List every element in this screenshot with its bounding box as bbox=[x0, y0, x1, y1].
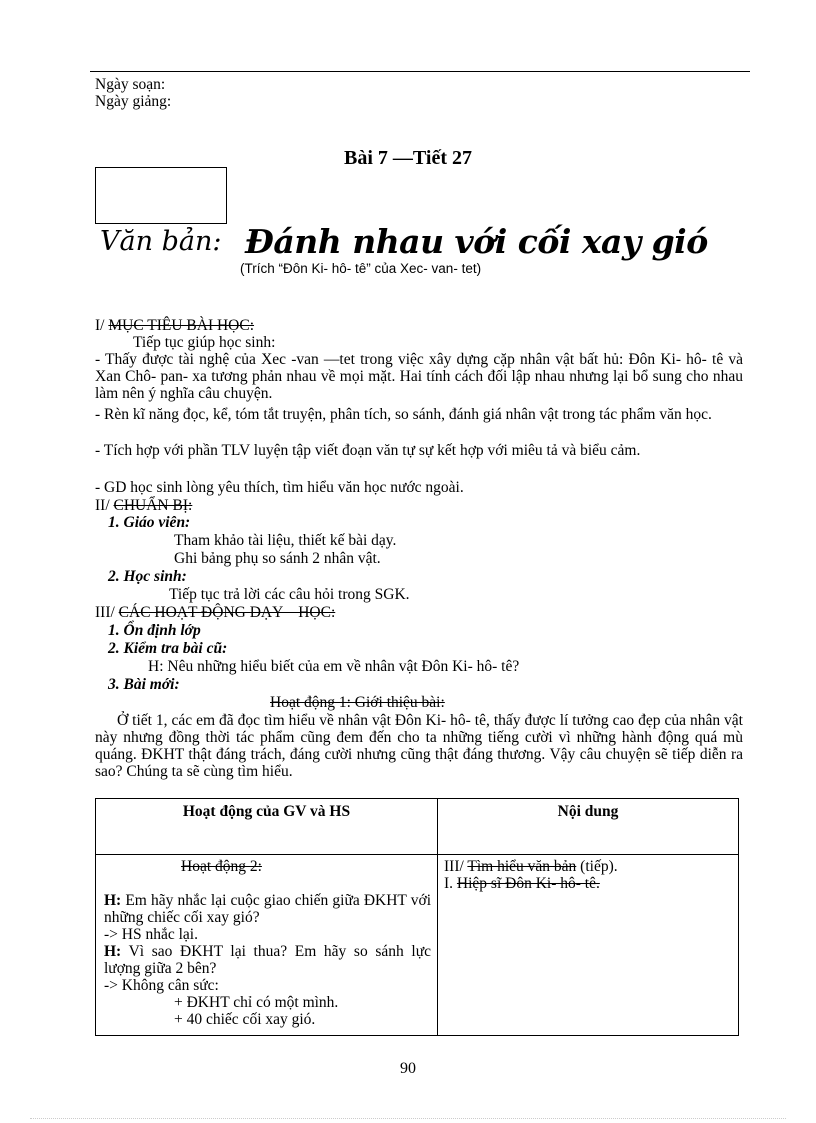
content-2-link: Hiệp sĩ Đôn Ki- hô- tê. bbox=[456, 875, 600, 892]
col2-header-text: Nội dung bbox=[557, 803, 619, 820]
title-source: (Trích “Đôn Ki- hô- tê” của Xec- van- tet) bbox=[240, 261, 482, 276]
hd2-title: Hoạt động 2: bbox=[181, 858, 262, 875]
answer-2-item-2: + 40 chiếc cối xay gió. bbox=[174, 1011, 316, 1028]
content-1-suffix: (tiếp). bbox=[576, 858, 618, 875]
content-2-prefix: I. bbox=[444, 875, 457, 892]
kiem-tra-label: 2. Kiểm tra bài cũ: bbox=[108, 640, 228, 657]
lesson-title: Bài 7 —Tiết 27 bbox=[344, 147, 472, 169]
ngay-giang: Ngày giảng: bbox=[95, 93, 172, 110]
header-rule bbox=[90, 71, 750, 72]
content-1-link: Tìm hiểu văn bản bbox=[467, 858, 577, 875]
table-row bbox=[96, 855, 739, 1036]
activity-cell bbox=[96, 855, 438, 1036]
section3-num: III/ bbox=[95, 604, 115, 621]
col1-header-text: Hoạt động của GV và HS bbox=[182, 803, 351, 820]
q1-text: Em hãy nhắc lại cuộc giao chiến giữa ĐKHT với những chiếc cối xay gió? bbox=[104, 892, 431, 926]
content-cell bbox=[438, 855, 739, 1036]
hs-label: 2. Học sinh: bbox=[108, 568, 187, 585]
col1-header bbox=[96, 799, 438, 855]
hd1-text: Ở tiết 1, các em đã đọc tìm hiểu về nhân vật Đôn Ki- hô- tê, thấy được lí tưởng cao đẹp của nhân vật này nhưng đồng thời tác phẩm cũng đem đến cho ta những tiếng cười vì những hành động quá mù quáng. ĐKHT thật đáng trách, đáng cười nhưng cũng thật đáng thương. Vậy câu chuyện sẽ tiếp diễn ra sao? Chúng ta sẽ cùng tìm hiểu. bbox=[95, 712, 743, 780]
section1-heading bbox=[95, 317, 743, 334]
section1-title: MỤC TIÊU BÀI HỌC: bbox=[108, 317, 255, 334]
answer-2: -> Không cân sức: bbox=[104, 977, 219, 994]
section1-intro: Tiếp tục giúp học sinh: bbox=[133, 334, 276, 351]
activity-table bbox=[95, 798, 739, 1036]
q2-label: H: bbox=[104, 943, 122, 960]
section1-item-2: - Rèn kĩ năng đọc, kể, tóm tắt truyện, phân tích, so sánh, đánh giá nhân vật trong tác phẩm văn học. bbox=[95, 406, 712, 423]
section3-title: CÁC HOẠT ĐỘNG DẠY HỌC: bbox=[118, 604, 336, 621]
page-number: 90 bbox=[400, 1060, 416, 1077]
blank-box bbox=[95, 167, 227, 224]
section2-heading bbox=[95, 497, 743, 514]
title-label: Văn bản: bbox=[100, 226, 222, 257]
question-1 bbox=[104, 892, 431, 926]
gv-label: 1. Giáo viên: bbox=[108, 514, 191, 531]
bai-moi-label: 3. Bài mới: bbox=[108, 676, 180, 693]
hd1-title: Hoạt động 1: Giới thiệu bài: bbox=[270, 694, 445, 711]
section1-num: I/ bbox=[95, 317, 105, 334]
content-line-1 bbox=[444, 858, 734, 875]
page-border bbox=[30, 1118, 786, 1119]
section1-item-3: - Tích hợp với phần TLV luyện tập viết đoạn văn tự sự kết hợp với miêu tả và biểu cảm. bbox=[95, 442, 641, 459]
section2-title: CHUẨN BỊ: bbox=[113, 497, 193, 514]
q2-text: Vì sao ĐKHT lại thua? Em hãy so sánh lực lượng giữa 2 bên? bbox=[104, 943, 431, 977]
section1-item-1: - Thấy được tài nghệ của Xec -van —tet trong việc xây dựng cặp nhân vật bất hủ: Đôn Ki- hô- tê và Xan Chô- pan- xa tương phản nhau về mọi mặt. Hai tính cách đối lập nhau nhưng lại bổ sung cho nhau làm nên ý nghĩa câu chuyện. bbox=[95, 351, 743, 402]
gv-item-1: Tham khảo tài liệu, thiết kế bài dạy. bbox=[174, 532, 397, 549]
section1-item-4: - GD học sinh lòng yêu thích, tìm hiểu văn học nước ngoài. bbox=[95, 479, 464, 496]
hs-item-1: Tiếp tục trả lời các câu hỏi trong SGK. bbox=[169, 586, 410, 603]
table-header-row bbox=[96, 799, 739, 855]
title-main: Đánh nhau với cối xay gió bbox=[245, 222, 708, 261]
kiem-tra-question: H: Nêu những hiểu biết của em về nhân vật Đôn Ki- hô- tê? bbox=[148, 658, 520, 675]
section2-num: II/ bbox=[95, 497, 110, 514]
section3-heading bbox=[95, 604, 743, 621]
q1-label: H: bbox=[104, 892, 122, 909]
gv-item-2: Ghi bảng phụ so sánh 2 nhân vật. bbox=[174, 550, 381, 567]
answer-2-item-1: + ĐKHT chỉ có một mình. bbox=[174, 994, 339, 1011]
ngay-soan: Ngày soạn: bbox=[95, 76, 166, 93]
col2-header bbox=[438, 799, 739, 855]
question-2 bbox=[104, 943, 431, 977]
answer-1: -> HS nhắc lại. bbox=[104, 926, 198, 943]
content-1-prefix: III/ bbox=[444, 858, 468, 875]
content-line-2 bbox=[444, 875, 734, 892]
on-dinh-lop: 1. Ổn định lớp bbox=[108, 622, 201, 639]
